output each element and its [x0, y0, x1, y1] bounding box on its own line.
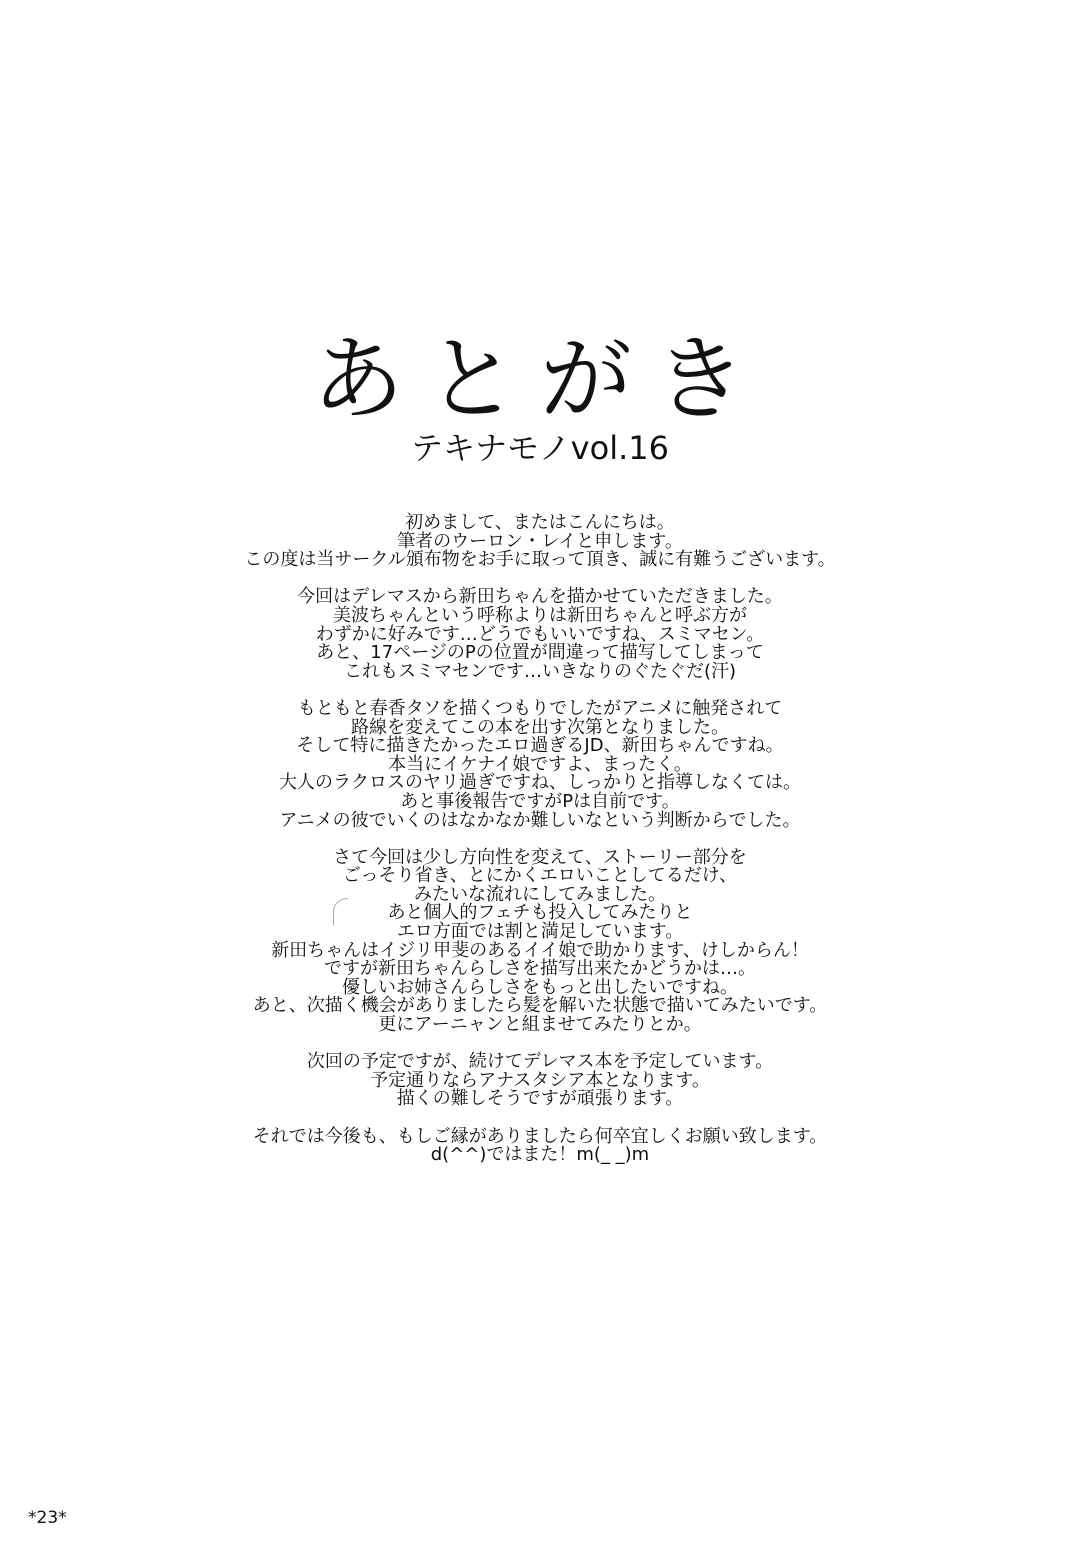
text-line: 本当にイケナイ娘ですよ、まったく。	[388, 753, 692, 775]
scan-mark	[333, 898, 348, 925]
text-line: 更にアーニャンと組ませてみたりとか。	[378, 1014, 702, 1036]
text-line: エロ方面では割と満足しています。	[396, 921, 684, 943]
text-line: 予定通りならアナスタシア本となります。	[370, 1069, 710, 1091]
paragraph-subject	[90, 588, 990, 681]
text-line: 美波ちゃんという呼称よりは新田ちゃんと呼ぶ方が	[333, 604, 747, 626]
text-line: アニメの彼でいくのはなかなか難しいなという判断からでした。	[279, 809, 801, 831]
text-line: ごっそり省き、とにかくエロいことしてるだけ、	[342, 865, 738, 887]
text-line: この度は当サークル頒布物をお手に取って頂き、誠に有難うございます。	[244, 549, 836, 571]
text-line: 優しいお姉さんらしさをもっと出したいですね。	[342, 976, 738, 998]
text-line: あと事後報告ですがPは自前です。	[400, 790, 680, 812]
paragraph-closing	[90, 1125, 990, 1166]
page-subtitle: テキナモノvol.16	[411, 429, 669, 467]
paragraph-background	[90, 697, 990, 831]
paragraph-direction	[90, 846, 990, 1036]
text-line: ですが新田ちゃんらしさを描写出来たかどうかは…。	[324, 958, 756, 980]
text-line: もともと春香タソを描くつもりでしたがアニメに触発されて	[297, 697, 783, 719]
page-number: *23*	[28, 1508, 67, 1528]
text-line: あと個人的フェチも投入してみたりと	[387, 902, 693, 924]
text-line: そして特に描きたかったエロ過ぎるJD、新田ちゃんですね。	[296, 735, 784, 757]
page-title: あとがき	[311, 326, 768, 433]
text-line: わずかに好みです…どうでもいいですね、スミマセン。	[315, 623, 765, 645]
afterword-body	[90, 514, 990, 1165]
paragraph-next-plans	[90, 1053, 990, 1109]
text-line: 描くの難しそうですが頑張ります。	[396, 1088, 684, 1110]
text-line: 筆者のウーロン・レイと申します。	[397, 530, 683, 552]
paragraph-greeting	[90, 514, 990, 570]
text-line: それでは今後も、もしご縁がありましたら何卒宜しくお願い致します。	[252, 1125, 828, 1147]
text-line: みたいな流れにしてみました。	[414, 883, 666, 905]
text-line: さて今回は少し方向性を変えて、ストーリー部分を	[333, 846, 747, 868]
text-line: あと、次描く機会がありましたら髪を解いた状態で描いてみたいです。	[252, 995, 828, 1017]
text-line: あと、17ページのPの位置が間違って描写してしまって	[316, 642, 764, 664]
text-line: d(^^)ではまた！m(_ _)m	[430, 1144, 650, 1166]
text-line: 大人のラクロスのヤリ過ぎですね、しっかりと指導しなくては。	[279, 772, 801, 794]
text-line: 今回はデレマスから新田ちゃんを描かせていただきました。	[297, 586, 783, 608]
text-line: 路線を変えてこの本を出す次第となりました。	[351, 716, 729, 738]
text-line: これもスミマセンです…いきなりのぐたぐだ(汗)	[343, 660, 737, 682]
text-line: 新田ちゃんはイジリ甲斐のあるイイ娘で助かります、けしからん！	[271, 939, 809, 961]
text-line: 次回の予定ですが、続けてデレマス本を予定しています。	[306, 1051, 774, 1073]
text-line: 初めまして、またはこんにちは。	[405, 512, 675, 533]
